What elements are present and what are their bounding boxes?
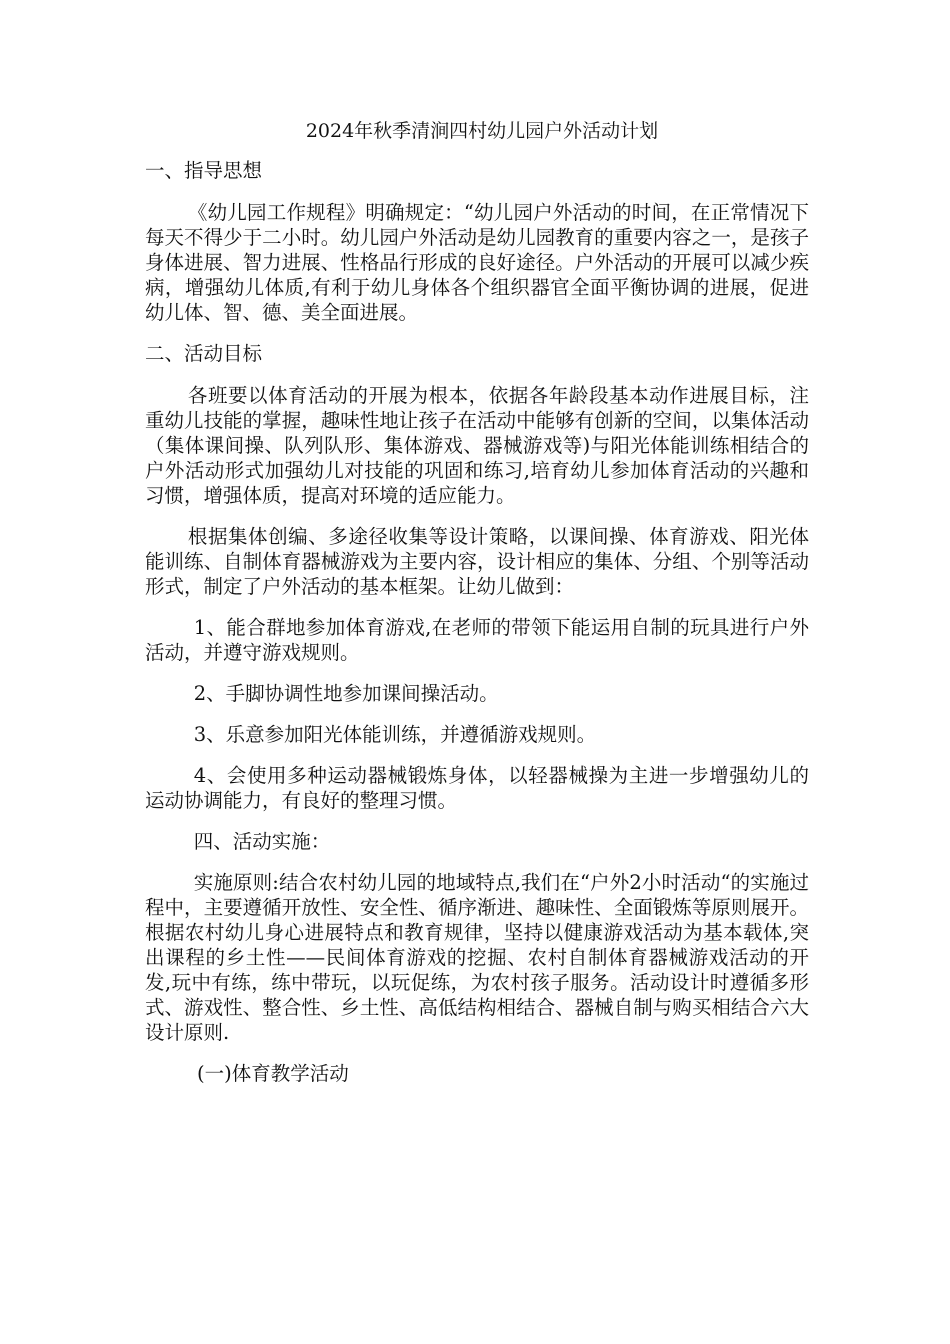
paragraph-guiding-ideology: 《幼儿园工作规程》明确规定：“幼儿园户外活动的时间，在正常情况下每天不得少于二小时。幼儿园户外活动是幼儿园教育的重要内容之一，是孩子身体进展、智力进展、性格品行形成的良好途径。户外活动的开展可以减少疾病，增强幼儿体质,有利于幼儿身体各个组织器官全面平衡协调的进展，促进幼儿体、智、德、美全面进展。 [145,201,809,324]
goal-item-4: 4、会使用多种运动器械锻炼身体，以轻器械操为主进一步增强幼儿的运动协调能力，有良好的整理习惯。 [145,764,809,812]
paragraph-activity-goals-2: 根据集体创编、多途径收集等设计策略，以课间操、体育游戏、阳光体能训练、自制体育器械游戏为主要内容，设计相应的集体、分组、个别等活动形式，制定了户外活动的基本框架。让幼儿做到： [145,525,809,598]
document-title: 2024年秋季清涧四村幼儿园户外活动计划 [305,120,659,142]
paragraph-activity-goals-1: 各班要以体育活动的开展为根本，依据各年龄段基本动作进展目标，注重幼儿技能的掌握，趣味性地让孩子在活动中能够有创新的空间，以集体活动（集体课间操、队列队形、集体游戏、器械游戏等)与阳光体能训练相结合的户外活动形式加强幼儿对技能的巩固和练习,培育幼儿参加体育活动的兴趣和习惯，增强体质，提高对环境的适应能力。 [145,384,809,507]
goal-item-3: 3、乐意参加阳光体能训练，并遵循游戏规则。 [193,723,597,746]
section-heading-guiding-ideology: 一、指导思想 [145,159,263,182]
goal-item-2: 2、手脚协调性地参加课间操活动。 [193,682,499,705]
paragraph-implementation: 实施原则:结合农村幼儿园的地域特点,我们在“户外2小时活动“的实施过程中，主要遵循开放性、安全性、循序渐进、趣味性、全面锻炼等原则展开。根据农村幼儿身心进展特点和教育规律，坚持以健康游戏活动为基本载体,突出课程的乡土性——民间体育游戏的挖掘、农村自制体育器械游戏活动的开发,玩中有练，练中带玩，以玩促练，为农村孩子服务。活动设计时遵循多形式、游戏性、整合性、乡土性、高低结构相结合、器械自制与购买相结合六大设计原则. [145,871,809,1044]
subheading-pe-teaching: (一)体育教学活动 [197,1062,349,1085]
section-heading-activity-goals: 二、活动目标 [145,342,263,365]
document-body [145,118,809,1087]
goal-item-1: 1、能合群地参加体育游戏,在老师的带领下能运用自制的玩具进行户外活动，并遵守游戏规则。 [145,616,809,664]
section-heading-implementation: 四、活动实施： [193,830,331,853]
